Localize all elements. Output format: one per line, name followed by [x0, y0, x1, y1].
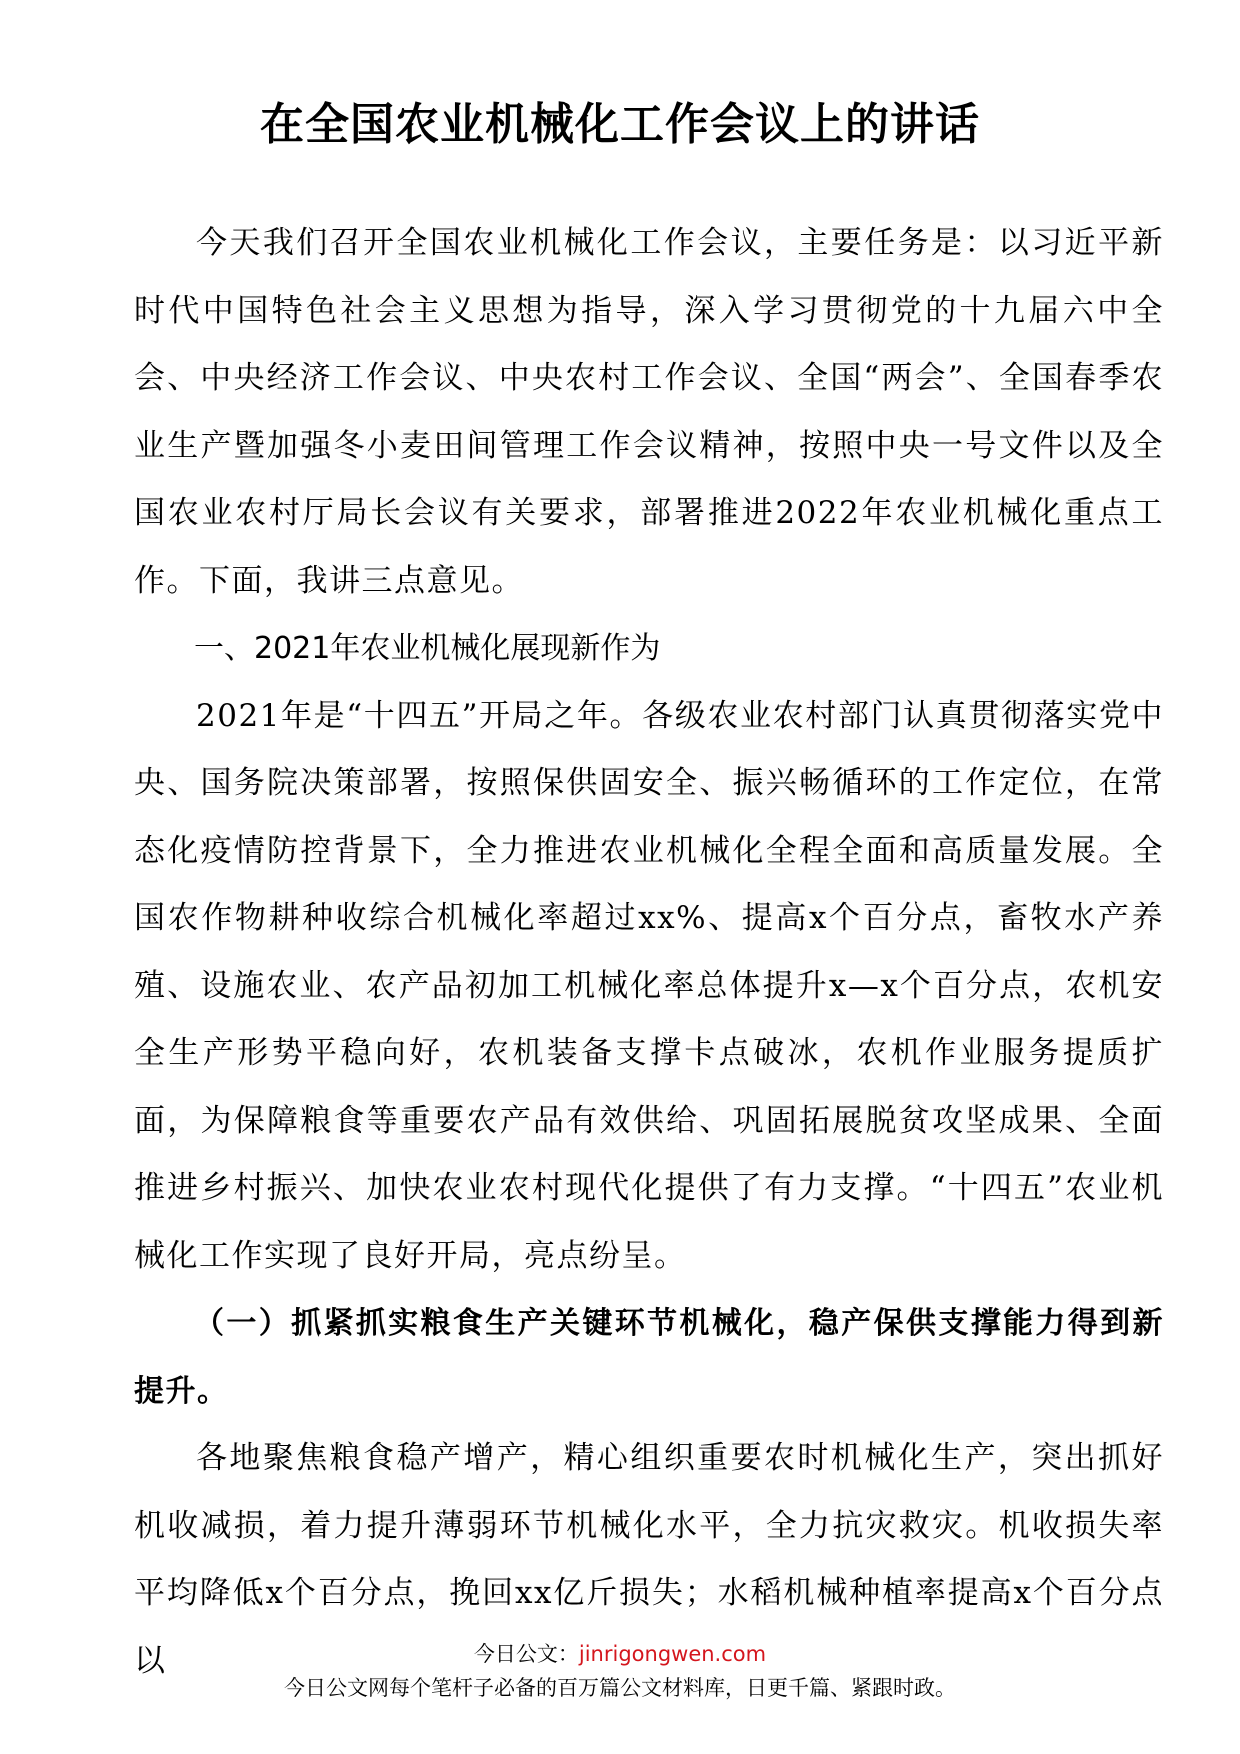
document-body	[134, 210, 1164, 1695]
document-title: 在全国农业机械化工作会议上的讲话	[260, 99, 980, 150]
section-heading-1: 一、2021年农业机械化展现新作为	[194, 631, 661, 666]
footer-site-line	[0, 1637, 1240, 1671]
page-footer	[0, 1637, 1240, 1705]
section-1-paragraph: 2021年是“十四五”开局之年。各级农业农村部门认真贯彻落实党中央、国务院决策部署，按照保供固安全、振兴畅循环的工作定位，在常态化疫情防控背景下，全力推进农业机械化全程全面和高质量发展。全国农作物耕种收综合机械化率超过xx%、提高x个百分点，畜牧水产养殖、设施农业、农产品初加工机械化率总体提升x—x个百分点，农机安全生产形势平稳向好，农机装备支撑卡点破冰，农机作业服务提质扩面，为保障粮食等重要农产品有效供给、巩固拓展脱贫攻坚成果、全面推进乡村振兴、加快农业农村现代化提供了有力支撑。“十四五”农业机械化工作实现了良好开局，亮点纷呈。	[134, 697, 1164, 1274]
footer-site-label: 今日公文：	[473, 1642, 579, 1666]
intro-paragraph: 今天我们召开全国农业机械化工作会议，主要任务是：以习近平新时代中国特色社会主义思想为指导，深入学习贯彻党的十九届六中全会、中央经济工作会议、中央农村工作会议、全国“两会”、全国春季农业生产暨加强冬小麦田间管理工作会议精神，按照中央一号文件以及全国农业农村厅局长会议有关要求，部署推进2022年农业机械化重点工作。下面，我讲三点意见。	[134, 225, 1164, 599]
footer-site-url[interactable]: jinrigongwen.com	[578, 1642, 767, 1666]
footer-slogan: 今日公文网每个笔杆子必备的百万篇公文材料库，日更千篇、紧跟时政。	[284, 1676, 956, 1700]
subsection-heading-1: （一）抓紧抓实粮食生产关键环节机械化，稳产保供支撑能力得到新提升。	[134, 1306, 1164, 1409]
subsection-1-paragraph: 各地聚焦粮食稳产增产，精心组织重要农时机械化生产，突出抓好机收减损，着力提升薄弱环节机械化水平，全力抗灾救灾。机收损失率平均降低x个百分点，挽回xx亿斤损失；水稻机械种植率提高x个百分点以	[134, 1440, 1164, 1679]
